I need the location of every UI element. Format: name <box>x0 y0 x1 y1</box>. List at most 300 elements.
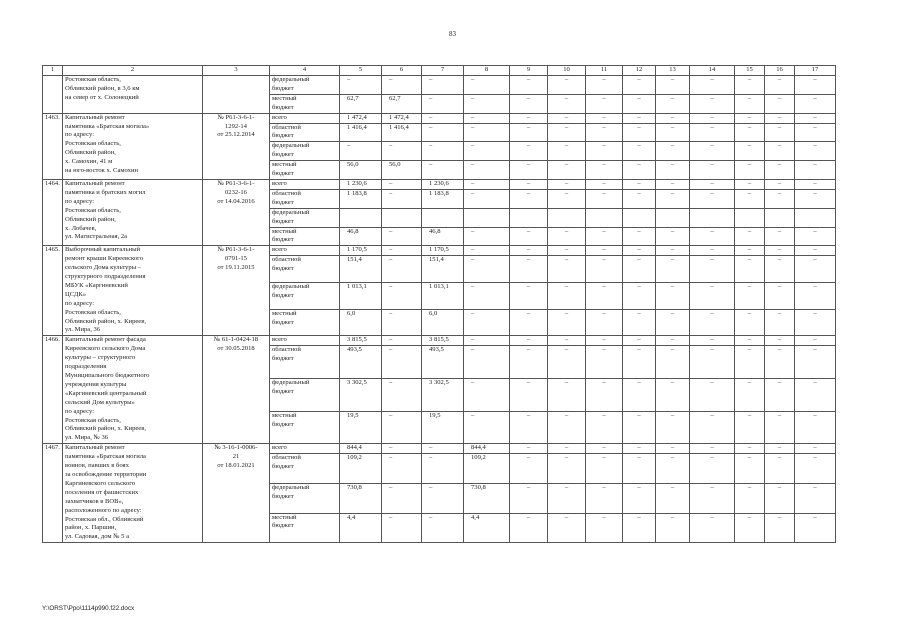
value-cell-col-15: – <box>735 309 765 336</box>
value-cell-col-16 <box>765 208 795 227</box>
description-line: ул. Мира, № 36 <box>65 434 109 442</box>
description-line: Ростовская область, <box>65 206 121 214</box>
value-cell-col-16: – <box>765 123 795 142</box>
value-cell-col-8: – <box>464 142 510 161</box>
table-row <box>43 336 836 346</box>
value-cell-col-9: – <box>510 227 548 246</box>
description-line: Выборочный капитальный <box>65 246 141 254</box>
value-cell-col-8: 730,8 <box>464 483 510 513</box>
value-cell-col-14: – <box>690 444 735 454</box>
funding-source <box>270 76 340 95</box>
funding-source-line: всего <box>272 336 287 344</box>
funding-source-line: областной <box>272 123 301 131</box>
table-row <box>43 76 836 95</box>
value-cell-col-16: – <box>765 378 795 411</box>
column-header-12: 12 <box>623 66 656 76</box>
value-cell-col-17 <box>795 208 836 227</box>
value-cell-col-10: – <box>548 282 586 309</box>
value-cell-col-10: – <box>548 309 586 336</box>
funding-source <box>270 444 340 454</box>
description-line: Обливский район, <box>65 149 116 157</box>
value-cell-col-17: – <box>795 513 836 543</box>
column-header-2: 2 <box>63 66 203 76</box>
funding-source <box>270 483 340 513</box>
document-line: № Р61-3-6-1- <box>217 113 255 121</box>
footer-file-path: Y:\ORST\Ppo\1114p990.f22.docx <box>42 605 135 612</box>
value-cell-col-6: – <box>382 411 422 444</box>
value-cell-col-6: – <box>382 346 422 379</box>
funding-source-line: бюджет <box>272 84 294 92</box>
value-cell-col-9: – <box>510 113 548 123</box>
value-cell-col-17: – <box>795 411 836 444</box>
funding-source-line: федеральный <box>272 378 310 386</box>
value-cell-col-16: – <box>765 161 795 180</box>
funding-source-line: местный <box>272 94 297 102</box>
description-line: Капитальный ремонт <box>65 444 125 452</box>
value-cell-col-5: 1 416,4 <box>340 123 382 142</box>
value-cell-col-13: – <box>656 513 690 543</box>
value-cell-col-6: 1 472,4 <box>382 113 422 123</box>
value-cell-col-7: – <box>422 94 464 113</box>
column-header-5: 5 <box>340 66 382 76</box>
value-cell-col-10: – <box>548 483 586 513</box>
column-header-13: 13 <box>656 66 690 76</box>
value-cell-col-14: – <box>690 94 735 113</box>
value-cell-col-14: – <box>690 513 735 543</box>
description-line: район, х. Паршин, <box>65 524 117 532</box>
value-cell-col-10: – <box>548 444 586 454</box>
description-line: Капитальный ремонт <box>65 179 125 187</box>
value-cell-col-6: – <box>382 513 422 543</box>
value-cell-col-12: – <box>623 256 656 283</box>
funding-source-line: областной <box>272 346 301 354</box>
value-cell-col-6: 62,7 <box>382 94 422 113</box>
document-line: от 14.04.2016 <box>217 197 255 205</box>
value-cell-col-7: 46,8 <box>422 227 464 246</box>
budget-table <box>42 65 836 543</box>
value-cell-col-6: – <box>382 179 422 189</box>
value-cell-col-14: – <box>690 76 735 95</box>
value-cell-col-17: – <box>795 161 836 180</box>
value-cell-col-9: – <box>510 142 548 161</box>
funding-source-line: бюджет <box>272 198 294 206</box>
column-header-9: 9 <box>510 66 548 76</box>
value-cell-col-11: – <box>586 179 623 189</box>
value-cell-col-12: – <box>623 161 656 180</box>
value-cell-col-12: – <box>623 123 656 142</box>
value-cell-col-6: – <box>382 246 422 256</box>
table-row <box>43 444 836 454</box>
funding-source-line: бюджет <box>272 420 294 428</box>
description-line: Обливский район, х. Киреев, <box>65 425 146 433</box>
funding-source <box>270 454 340 484</box>
value-cell-col-17: – <box>795 309 836 336</box>
funding-source <box>270 246 340 256</box>
funding-source-line: федеральный <box>272 76 310 83</box>
value-cell-col-7: – <box>422 513 464 543</box>
value-cell-col-15: – <box>735 444 765 454</box>
value-cell-col-15: – <box>735 378 765 411</box>
funding-source-line: бюджет <box>272 291 294 299</box>
value-cell-col-9: – <box>510 161 548 180</box>
value-cell-col-6: – <box>382 76 422 95</box>
value-cell-col-11: – <box>586 336 623 346</box>
description-line: на север от х. Солонецкий <box>65 93 139 101</box>
description-line: Ростовская область, <box>65 308 121 316</box>
value-cell-col-8: – <box>464 76 510 95</box>
value-cell-col-11: – <box>586 309 623 336</box>
value-cell-col-13: – <box>656 346 690 379</box>
funding-source <box>270 142 340 161</box>
funding-source <box>270 336 340 346</box>
value-cell-col-12: – <box>623 179 656 189</box>
column-header-3: 3 <box>203 66 270 76</box>
value-cell-col-16: – <box>765 227 795 246</box>
document-line: № 3-16-1-0006- <box>214 444 258 452</box>
value-cell-col-16: – <box>765 246 795 256</box>
document-reference <box>203 179 270 245</box>
value-cell-col-13: – <box>656 256 690 283</box>
description-line: по адресу: <box>65 131 95 139</box>
value-cell-col-5: 730,8 <box>340 483 382 513</box>
value-cell-col-5: 493,5 <box>340 346 382 379</box>
value-cell-col-8: – <box>464 189 510 208</box>
value-cell-col-11 <box>586 208 623 227</box>
description-line: учреждения культуры <box>65 380 127 388</box>
description-line: Киреевского сельского Дома <box>65 345 146 353</box>
object-description <box>63 179 203 245</box>
value-cell-col-13: – <box>656 336 690 346</box>
description-line: Ростовская область, <box>65 140 121 148</box>
funding-source-line: местный <box>272 161 297 169</box>
description-line: ул. Магистральная, 2а <box>65 233 128 241</box>
value-cell-col-9: – <box>510 256 548 283</box>
funding-source <box>270 227 340 246</box>
value-cell-col-12: – <box>623 113 656 123</box>
value-cell-col-17: – <box>795 246 836 256</box>
value-cell-col-12: – <box>623 282 656 309</box>
value-cell-col-5: 62,7 <box>340 94 382 113</box>
value-cell-col-11: – <box>586 142 623 161</box>
description-line: х. Самохин, 41 м <box>65 158 113 166</box>
funding-source-line: областной <box>272 189 301 197</box>
table-row <box>43 113 836 123</box>
value-cell-col-17: – <box>795 76 836 95</box>
value-cell-col-13: – <box>656 76 690 95</box>
value-cell-col-6: – <box>382 142 422 161</box>
value-cell-col-11: – <box>586 76 623 95</box>
value-cell-col-13 <box>656 208 690 227</box>
document-reference <box>203 76 270 114</box>
value-cell-col-8: – <box>464 378 510 411</box>
column-header-4: 4 <box>270 66 340 76</box>
column-header-16: 16 <box>765 66 795 76</box>
funding-source-line: бюджет <box>272 217 294 225</box>
object-number: 1463. <box>43 113 63 179</box>
value-cell-col-10: – <box>548 142 586 161</box>
document-reference <box>203 113 270 179</box>
value-cell-col-16: – <box>765 444 795 454</box>
value-cell-col-7: – <box>422 113 464 123</box>
document-line: 0232-16 <box>225 188 247 196</box>
description-line: по адресу: <box>65 197 95 205</box>
description-line: Капитальный ремонт фасада <box>65 336 146 344</box>
value-cell-col-15: – <box>735 454 765 484</box>
value-cell-col-15: – <box>735 189 765 208</box>
description-line: воинов, павших в боях <box>65 462 129 470</box>
table-row <box>43 246 836 256</box>
value-cell-col-7: 3 815,5 <box>422 336 464 346</box>
value-cell-col-11: – <box>586 94 623 113</box>
value-cell-col-7: 3 302,5 <box>422 378 464 411</box>
funding-source-line: всего <box>272 113 287 121</box>
column-number-row <box>43 66 836 76</box>
value-cell-col-10: – <box>548 227 586 246</box>
value-cell-col-9: – <box>510 336 548 346</box>
description-line: захватчиков в ВОВ», <box>65 497 124 505</box>
value-cell-col-12: – <box>623 411 656 444</box>
value-cell-col-15: – <box>735 256 765 283</box>
value-cell-col-10: – <box>548 411 586 444</box>
description-line: подразделения <box>65 363 107 371</box>
funding-source-line: местный <box>272 309 297 317</box>
funding-source-line: федеральный <box>272 142 310 150</box>
value-cell-col-16: – <box>765 513 795 543</box>
document-line: 21 <box>232 453 240 461</box>
object-number: 1467. <box>43 444 63 543</box>
funding-source <box>270 256 340 283</box>
value-cell-col-10: – <box>548 94 586 113</box>
value-cell-col-12: – <box>623 336 656 346</box>
value-cell-col-15 <box>735 208 765 227</box>
value-cell-col-8: 109,2 <box>464 454 510 484</box>
value-cell-col-16: – <box>765 411 795 444</box>
description-line: ул. Садовая, дом № 5 а <box>65 533 130 541</box>
value-cell-col-9: – <box>510 309 548 336</box>
value-cell-col-13: – <box>656 444 690 454</box>
value-cell-col-13: – <box>656 113 690 123</box>
column-header-8: 8 <box>464 66 510 76</box>
value-cell-col-16: – <box>765 282 795 309</box>
value-cell-col-11: – <box>586 483 623 513</box>
value-cell-col-9: – <box>510 179 548 189</box>
value-cell-col-7: 6,0 <box>422 309 464 336</box>
value-cell-col-5: 19,5 <box>340 411 382 444</box>
value-cell-col-9: – <box>510 123 548 142</box>
value-cell-col-9: – <box>510 76 548 95</box>
value-cell-col-15: – <box>735 227 765 246</box>
value-cell-col-6: – <box>382 256 422 283</box>
value-cell-col-9: – <box>510 246 548 256</box>
value-cell-col-7: – <box>422 444 464 454</box>
value-cell-col-15: – <box>735 282 765 309</box>
funding-source-line: федеральный <box>272 483 310 491</box>
column-header-10: 10 <box>548 66 586 76</box>
object-description <box>63 113 203 179</box>
value-cell-col-7: 1 230,6 <box>422 179 464 189</box>
value-cell-col-5: 1 013,1 <box>340 282 382 309</box>
value-cell-col-13: – <box>656 378 690 411</box>
funding-source <box>270 179 340 189</box>
value-cell-col-5: 46,8 <box>340 227 382 246</box>
value-cell-col-11: – <box>586 378 623 411</box>
description-line: памятника «Братская могила <box>65 453 146 461</box>
value-cell-col-5: 844,4 <box>340 444 382 454</box>
value-cell-col-6: – <box>382 227 422 246</box>
value-cell-col-12: – <box>623 246 656 256</box>
value-cell-col-16: – <box>765 309 795 336</box>
funding-source-line: всего <box>272 179 287 187</box>
funding-source <box>270 513 340 543</box>
value-cell-col-10: – <box>548 76 586 95</box>
value-cell-col-12: – <box>623 483 656 513</box>
value-cell-col-10: – <box>548 256 586 283</box>
funding-source-line: местный <box>272 513 297 521</box>
value-cell-col-5: 3 815,5 <box>340 336 382 346</box>
object-description <box>63 336 203 444</box>
value-cell-col-7: 151,4 <box>422 256 464 283</box>
value-cell-col-17: – <box>795 142 836 161</box>
value-cell-col-6 <box>382 208 422 227</box>
value-cell-col-12: – <box>623 513 656 543</box>
description-line: за освобождение территории <box>65 470 147 478</box>
object-number: 1464. <box>43 179 63 245</box>
value-cell-col-7: – <box>422 142 464 161</box>
value-cell-col-8: – <box>464 282 510 309</box>
value-cell-col-14: – <box>690 179 735 189</box>
value-cell-col-11: – <box>586 454 623 484</box>
description-line: расположенного по адресу: <box>65 506 142 514</box>
description-line: на юго-восток х. Самохин <box>65 167 139 175</box>
value-cell-col-6: – <box>382 483 422 513</box>
description-line: Ростовская обл., Обливский <box>65 515 144 523</box>
description-line: Муниципального бюджетного <box>65 372 150 379</box>
value-cell-col-16: – <box>765 113 795 123</box>
funding-source-line: бюджет <box>272 151 294 159</box>
value-cell-col-16: – <box>765 256 795 283</box>
value-cell-col-11: – <box>586 411 623 444</box>
value-cell-col-17: – <box>795 444 836 454</box>
value-cell-col-13: – <box>656 161 690 180</box>
value-cell-col-8: – <box>464 246 510 256</box>
value-cell-col-12: – <box>623 94 656 113</box>
value-cell-col-17: – <box>795 227 836 246</box>
object-description <box>63 444 203 543</box>
value-cell-col-13: – <box>656 246 690 256</box>
value-cell-col-17: – <box>795 179 836 189</box>
document-line: от 18.01.2021 <box>217 462 255 470</box>
value-cell-col-17: – <box>795 256 836 283</box>
value-cell-col-16: – <box>765 76 795 95</box>
value-cell-col-9: – <box>510 411 548 444</box>
funding-source-line: местный <box>272 227 297 235</box>
funding-source-line: федеральный <box>272 282 310 290</box>
value-cell-col-11: – <box>586 123 623 142</box>
funding-source-line: федеральный <box>272 208 310 216</box>
funding-source <box>270 113 340 123</box>
value-cell-col-8 <box>464 208 510 227</box>
value-cell-col-13: – <box>656 189 690 208</box>
value-cell-col-14: – <box>690 411 735 444</box>
object-description <box>63 246 203 336</box>
value-cell-col-8: 4,4 <box>464 513 510 543</box>
value-cell-col-9: – <box>510 346 548 379</box>
value-cell-col-15: – <box>735 161 765 180</box>
description-line: х. Лобачев, <box>65 224 97 232</box>
value-cell-col-11: – <box>586 189 623 208</box>
column-header-1: 1 <box>43 66 63 76</box>
value-cell-col-5: 1 170,5 <box>340 246 382 256</box>
value-cell-col-16: – <box>765 179 795 189</box>
value-cell-col-5: 151,4 <box>340 256 382 283</box>
description-line: сельский Дом культуры» <box>65 398 135 406</box>
value-cell-col-6: – <box>382 444 422 454</box>
value-cell-col-15: – <box>735 513 765 543</box>
value-cell-col-7: 19,5 <box>422 411 464 444</box>
value-cell-col-5: – <box>340 142 382 161</box>
value-cell-col-7: 1 183,8 <box>422 189 464 208</box>
funding-source-line: всего <box>272 444 287 452</box>
value-cell-col-8: – <box>464 411 510 444</box>
column-header-17: 17 <box>795 66 836 76</box>
description-line: ЦСДК» <box>65 290 87 298</box>
column-header-14: 14 <box>690 66 735 76</box>
description-line: Обливский район, х. Киреев, <box>65 317 146 325</box>
column-header-7: 7 <box>422 66 464 76</box>
value-cell-col-14: – <box>690 189 735 208</box>
value-cell-col-14: – <box>690 161 735 180</box>
table-row <box>43 179 836 189</box>
value-cell-col-7 <box>422 208 464 227</box>
value-cell-col-8: – <box>464 309 510 336</box>
funding-source <box>270 346 340 379</box>
value-cell-col-8: 844,4 <box>464 444 510 454</box>
document-line: № Р61-3-6-1- <box>217 179 255 187</box>
value-cell-col-8: – <box>464 227 510 246</box>
value-cell-col-15: – <box>735 142 765 161</box>
value-cell-col-6: – <box>382 454 422 484</box>
value-cell-col-15: – <box>735 179 765 189</box>
description-line: по адресу: <box>65 299 95 307</box>
value-cell-col-7: – <box>422 123 464 142</box>
funding-source-line: бюджет <box>272 522 294 530</box>
description-line: поселения от фашистских <box>65 488 139 496</box>
description-line: памятника и братских могил <box>65 188 146 196</box>
document-line: № 61-1-0424-18 <box>213 336 259 344</box>
document-line: от 25.12.2014 <box>217 131 255 139</box>
description-line: культуры – структурного <box>65 354 136 362</box>
value-cell-col-9: – <box>510 513 548 543</box>
value-cell-col-12: – <box>623 378 656 411</box>
value-cell-col-10: – <box>548 246 586 256</box>
value-cell-col-14: – <box>690 246 735 256</box>
value-cell-col-14: – <box>690 378 735 411</box>
value-cell-col-16: – <box>765 189 795 208</box>
value-cell-col-8: – <box>464 94 510 113</box>
value-cell-col-9: – <box>510 454 548 484</box>
value-cell-col-5: – <box>340 76 382 95</box>
funding-source-line: бюджет <box>272 318 294 326</box>
document-reference <box>203 444 270 543</box>
value-cell-col-10: – <box>548 161 586 180</box>
value-cell-col-5: 6,0 <box>340 309 382 336</box>
object-description <box>63 76 203 114</box>
document-reference <box>203 336 270 444</box>
value-cell-col-5: 4,4 <box>340 513 382 543</box>
funding-source-line: областной <box>272 454 301 462</box>
description-line: Обливский район, в 3,6 км <box>65 84 140 92</box>
document-line: 1292-14 <box>225 122 247 130</box>
